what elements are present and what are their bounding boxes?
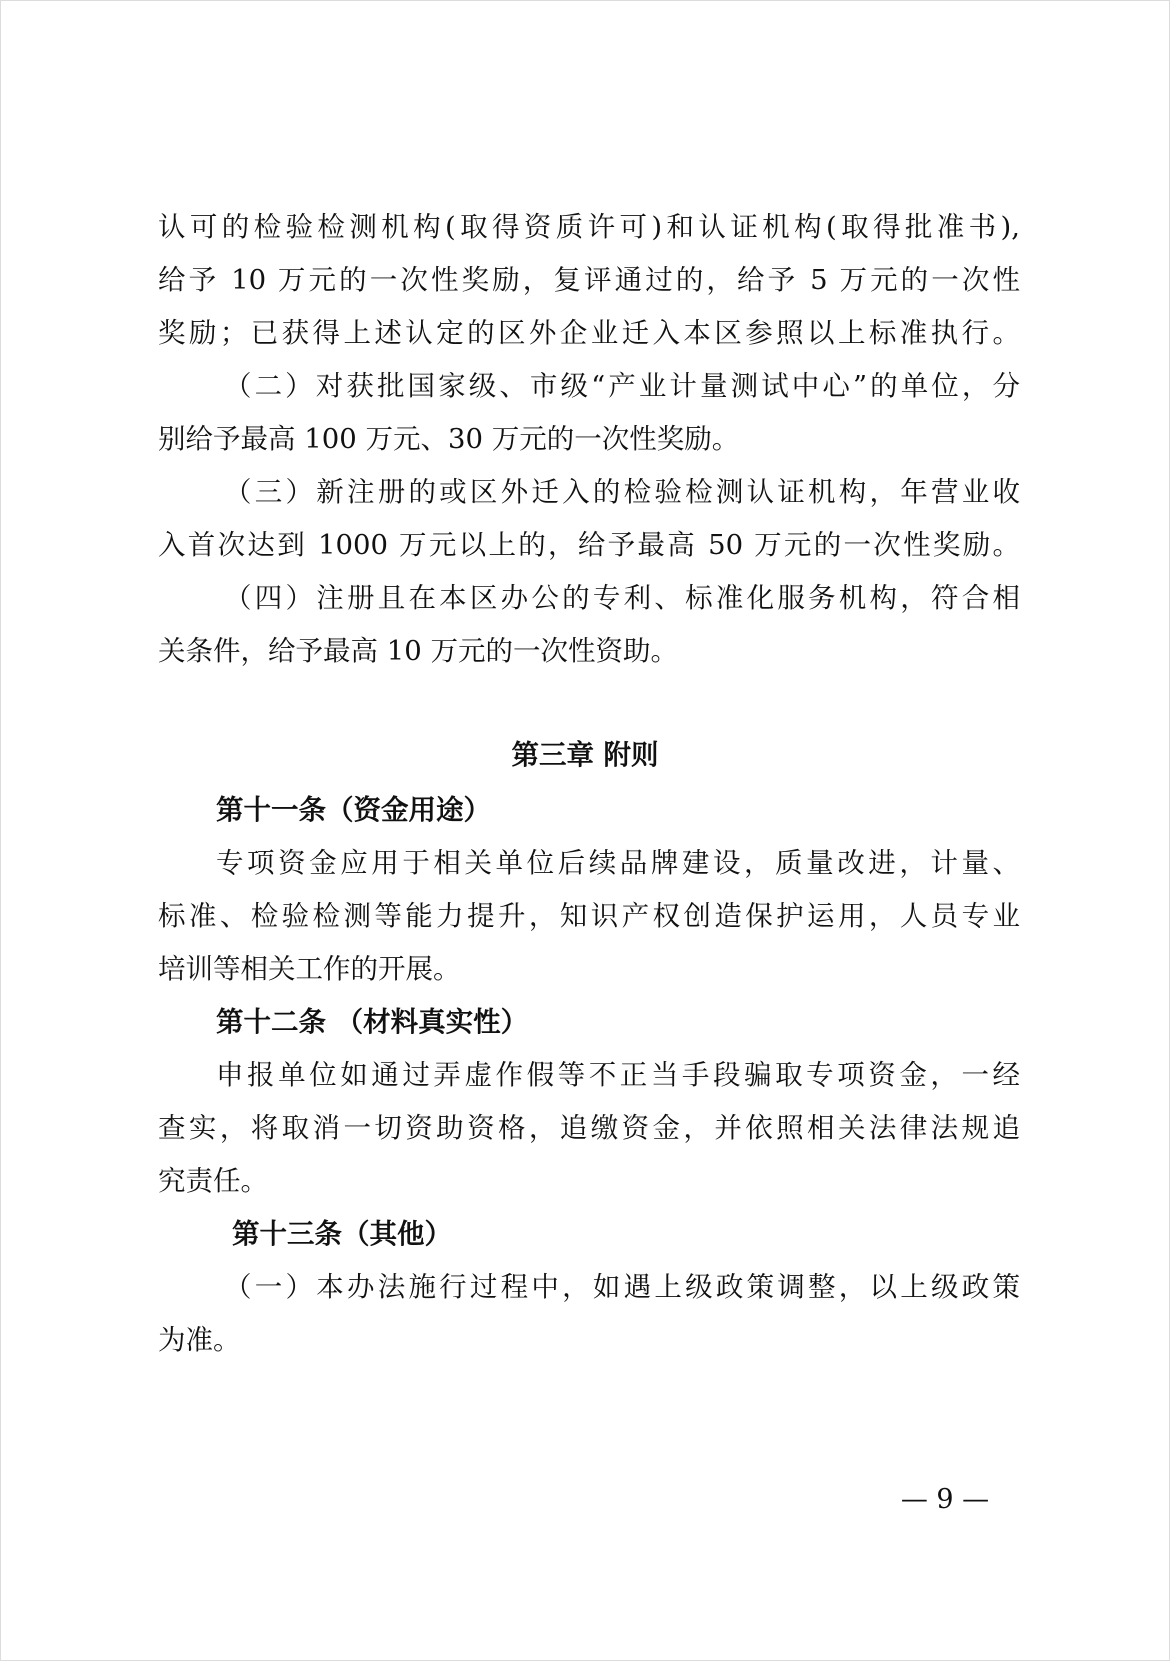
article-12-line: 查实，将取消一切资助资格，追缴资金，并依照相关法律法规追 xyxy=(158,1112,1020,1144)
text-line: 奖励；已获得上述认定的区外企业迁入本区参照以上标准执行。 xyxy=(158,317,1020,349)
text-line: 别给予最高 100 万元、30 万元的一次性奖励。 xyxy=(158,423,740,455)
text-line: （三）新注册的或区外迁入的检验检测认证机构，年营业收 xyxy=(224,476,1020,508)
text-line: 认可的检验检测机构(取得资质许可)和认证机构(取得批准书), xyxy=(158,211,1020,243)
article-11-line: 标准、检验检测等能力提升，知识产权创造保护运用，人员专业 xyxy=(158,900,1020,932)
chapter-title: 第三章 附则 xyxy=(511,739,659,771)
article-12-line: 申报单位如通过弄虚作假等不正当手段骗取专项资金，一经 xyxy=(216,1059,1020,1091)
text-line: 入首次达到 1000 万元以上的，给予最高 50 万元的一次性奖励。 xyxy=(158,529,1020,561)
article-13-line: 为准。 xyxy=(158,1324,241,1356)
article-12-line: 究责任。 xyxy=(158,1165,268,1197)
page-number: — 9 — xyxy=(900,1484,990,1515)
article-12-title: 第十二条 （材料真实性） xyxy=(216,1006,529,1038)
text-line: （二）对获批国家级、市级“产业计量测试中心”的单位，分 xyxy=(224,370,1020,402)
text-line: 关条件，给予最高 10 万元的一次性资助。 xyxy=(158,635,678,667)
text-line: （四）注册且在本区办公的专利、标准化服务机构，符合相 xyxy=(224,582,1020,614)
article-13-line: （一）本办法施行过程中，如遇上级政策调整，以上级政策 xyxy=(224,1271,1020,1303)
text-line: 给予 10 万元的一次性奖励，复评通过的，给予 5 万元的一次性 xyxy=(158,264,1020,296)
article-11-title: 第十一条（资金用途） xyxy=(216,794,491,826)
article-11-line: 培训等相关工作的开展。 xyxy=(158,953,461,985)
article-13-title: 第十三条（其他） xyxy=(232,1218,452,1250)
article-11-line: 专项资金应用于相关单位后续品牌建设，质量改进，计量、 xyxy=(216,847,1020,879)
